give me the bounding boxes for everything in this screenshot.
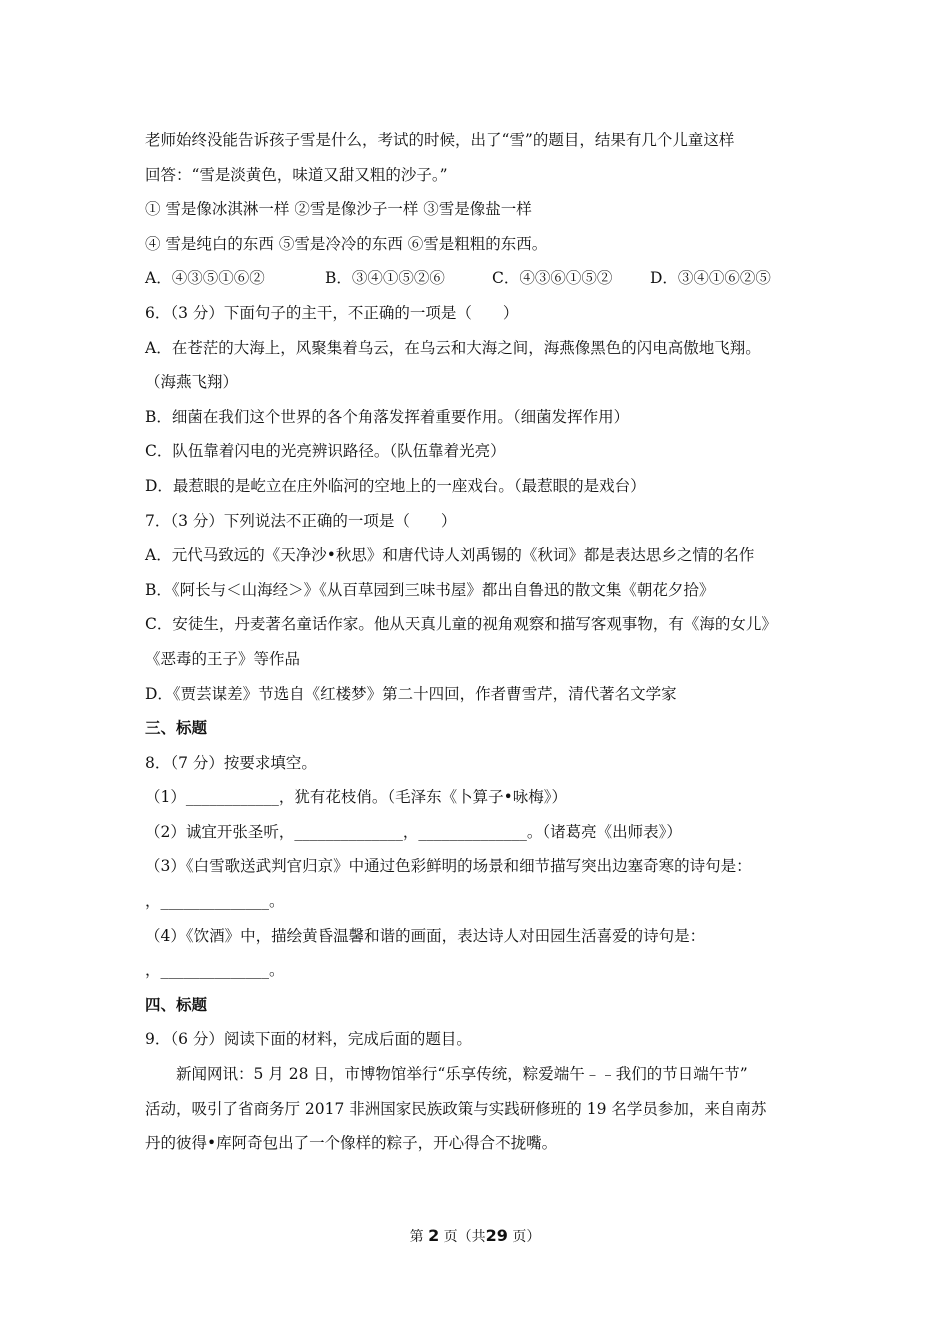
news-paragraph-line: 丹的彼得•库阿奇包出了一个像样的粽子，开心得合不拢嘴。 (145, 1134, 558, 1153)
footer-suffix: 页） (512, 1229, 541, 1245)
question-7-option-b: B．《阿长与＜山海经＞》《从百草园到三味书屋》都出自鲁迅的散文集《朝花夕拾》 (145, 580, 715, 599)
passage-line: 老师始终没能告诉孩子雪是什么，考试的时候，出了“雪”的题目，结果有几个儿童这样 (145, 131, 735, 149)
passage-line: 回答：“雪是淡黄色，味道又甜又粗的沙子。” (145, 165, 448, 184)
question-6-option-c: C．队伍靠着闪电的光亮辨识路径。（队伍靠着光亮） (145, 442, 506, 461)
question-8-item-3-blank: ，______________。 (145, 892, 285, 911)
choice-c: C．④③⑥①⑤② (492, 269, 613, 288)
question-7-option-d: D．《贾芸谋差》节选自《红楼梦》第二十四回，作者曹雪芹，清代著名文学家 (145, 684, 677, 703)
choice-a: A．④③⑤①⑥② (145, 269, 265, 288)
passage-line: ① 雪是像冰淇淋一样 ②雪是像沙子一样 ③雪是像盐一样 (145, 200, 532, 219)
page-footer (0, 1226, 950, 1246)
news-paragraph-line: 活动，吸引了省商务厅 2017 非洲国家民族政策与实践研修班的 19 名学员参加，来自南苏 (145, 1099, 767, 1118)
question-7-option-a: A．元代马致远的《天净沙•秋思》和唐代诗人刘禹锡的《秋词》都是表达思乡之情的名作 (145, 546, 755, 565)
question-8-item-4: （4）《饮酒》中，描绘黄昏温馨和谐的画面，表达诗人对田园生活喜爱的诗句是： (145, 926, 706, 945)
question-8-item-1: （1）____________，犹有花枝俏。（毛泽东《卜算子•咏梅》） (145, 788, 568, 807)
question-7: 7．（3 分）下列说法不正确的一项是（ ） (145, 511, 457, 530)
question-6-option-b: B．细菌在我们这个世界的各个角落发挥着重要作用。（细菌发挥作用） (145, 407, 630, 426)
question-9: 9．（6 分）阅读下面的材料，完成后面的题目。 (145, 1030, 472, 1049)
choice-b: B．③④①⑤②⑥ (325, 269, 445, 288)
page-content (145, 123, 810, 1161)
section-heading-3: 三、标题 (145, 719, 208, 738)
question-8-item-4-blank: ，______________。 (145, 961, 285, 980)
question-8-item-3: （3）《白雪歌送武判官归京》中通过色彩鲜明的场景和细节描写突出边塞奇寒的诗句是： (145, 857, 752, 876)
question-6-option-a-cont: （海燕飞翔） (145, 373, 239, 392)
question-6: 6．（3 分）下面句子的主干，不正确的一项是（ ） (145, 303, 519, 322)
question-7-option-c-cont: 《恶毒的王子》等作品 (145, 649, 301, 668)
footer-total-pages: 29 (485, 1226, 508, 1245)
question-7-option-c: C．安徒生，丹麦著名童话作家。他从天真儿童的视角观察和描写客观事物，有《海的女儿》 (145, 615, 777, 634)
section-heading-4: 四、标题 (145, 995, 208, 1014)
footer-middle: 页（共 (443, 1229, 486, 1245)
question-6-option-a: A．在苍茫的大海上，风聚集着乌云，在乌云和大海之间，海燕像黑色的闪电高傲地飞翔。 (145, 338, 761, 357)
answer-choices (145, 261, 810, 296)
footer-page-number: 2 (428, 1226, 440, 1245)
question-6-option-d: D．最惹眼的是屹立在庄外临河的空地上的一座戏台。（最惹眼的是戏台） (145, 476, 646, 495)
passage-line: ④ 雪是纯白的东西 ⑤雪是冷冷的东西 ⑥雪是粗粗的东西。 (145, 234, 548, 253)
question-8: 8．（7 分）按要求填空。 (145, 753, 317, 772)
news-paragraph-line: 新闻网讯：5 月 28 日，市博物馆举行“乐享传统，粽爱端午﹣﹣我们的节日端午节” (176, 1065, 748, 1084)
choice-d: D．③④①⑥②⑤ (650, 269, 771, 288)
footer-prefix: 第 (409, 1229, 424, 1245)
question-8-item-2: （2）诚宜开张圣听，______________，______________。（诸葛亮《出师表》） (145, 822, 682, 841)
